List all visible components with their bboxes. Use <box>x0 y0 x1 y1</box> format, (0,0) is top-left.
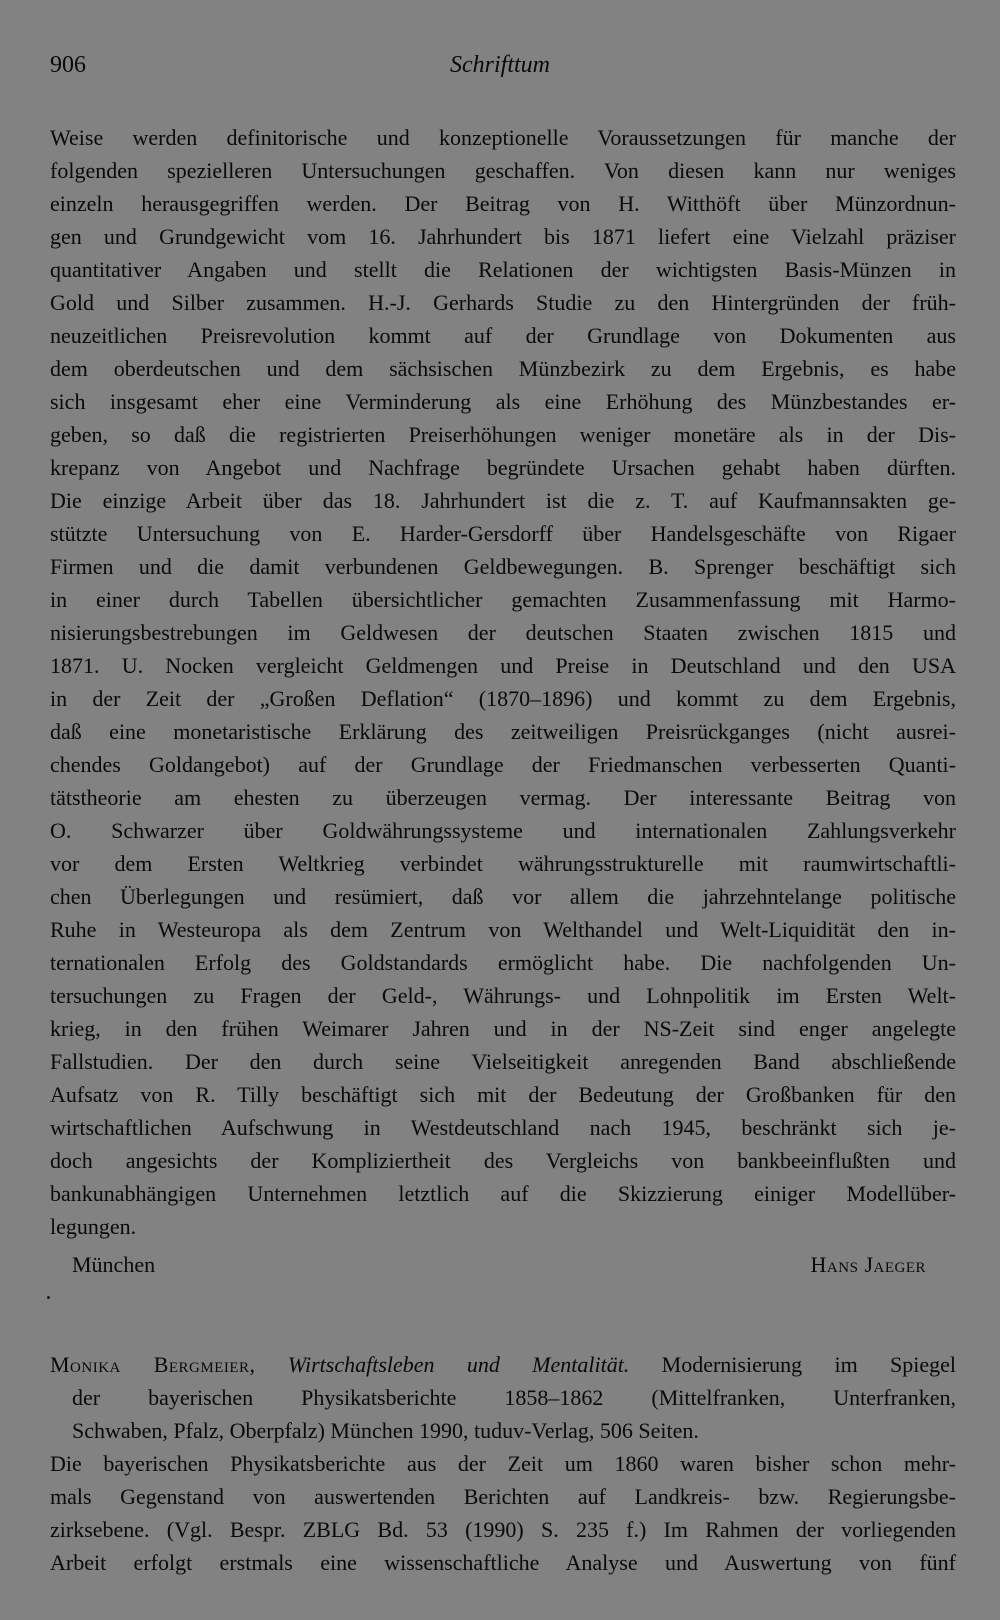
reviewed-title: Wirtschaftsleben und Mentalität. <box>287 1352 630 1377</box>
text-line: krepanz von Angebot und Nachfrage begründete Ursachen gehabt haben dürften. <box>50 455 956 480</box>
text-line: Fallstudien. Der den durch seine Vielseitigkeit anregenden Band abschließende <box>50 1049 956 1074</box>
text-line: chen Überlegungen und resümiert, daß vor allem die jahrzehntelange politische <box>50 884 956 909</box>
text-line: in der Zeit der „Großen Deflation“ (1870–1896) und kommt zu dem Ergebnis, <box>50 686 956 711</box>
text-line: in einer durch Tabellen übersichtlicher gemachten Zusammenfassung mit Harmo- <box>50 587 956 612</box>
text-line: legungen. <box>50 1214 137 1239</box>
text-line: Arbeit erfolgt erstmals eine wissenschaftliche Analyse und Auswertung von fünf <box>50 1550 956 1575</box>
text-line: krieg, in den frühen Weimarer Jahren und in der NS-Zeit sind enger angelegte <box>50 1016 956 1041</box>
text-line: bankunabhängigen Unternehmen letztlich auf die Skizzierung einiger Modellüber- <box>50 1181 956 1206</box>
text-line: Firmen und die damit verbundenen Geldbewegungen. B. Sprenger beschäftigt sich <box>50 554 956 579</box>
signature-author: Hans Jaeger <box>810 1252 926 1277</box>
text-line: Gold und Silber zusammen. H.-J. Gerhards Studie zu den Hintergründen der früh- <box>50 290 956 315</box>
text-line: Weise werden definitorische und konzeptionelle Voraussetzungen für manche der <box>50 125 956 150</box>
text-line: folgenden spezielleren Untersuchungen geschaffen. Von diesen kann nur weniges <box>50 158 956 183</box>
text-line: Die bayerischen Physikatsberichte aus der Zeit um 1860 waren bisher schon mehr- <box>50 1451 956 1476</box>
text-line: Ruhe in Westeuropa als dem Zentrum von Welthandel und Welt-Liquidität den in- <box>50 917 956 942</box>
signature-place: München <box>72 1252 156 1277</box>
text-line: gen und Grundgewicht vom 16. Jahrhundert bis 1871 liefert eine Vielzahl präziser <box>50 224 956 249</box>
text-line: ternationalen Erfolg des Goldstandards ermöglicht habe. Die nachfolgenden Un- <box>50 950 956 975</box>
text-line: einzeln herausgegriffen werden. Der Beitrag von H. Witthöft über Münzordnun- <box>50 191 956 216</box>
text-line: 1871. U. Nocken vergleicht Geldmengen und Preise in Deutschland und den USA <box>50 653 956 678</box>
citation-line: der bayerischen Physikatsberichte 1858–1862 (Mittelfranken, Unterfranken, <box>72 1385 956 1410</box>
text-line: dem oberdeutschen und dem sächsischen Münzbezirk zu dem Ergebnis, es habe <box>50 356 956 381</box>
text-line: tätstheorie am ehesten zu überzeugen vermag. Der interessante Beitrag von <box>50 785 956 810</box>
text-line: mals Gegenstand von auswertenden Berichten auf Landkreis- bzw. Regierungsbe- <box>50 1484 956 1509</box>
text-line: geben, so daß die registrierten Preiserhöhungen weniger monetäre als in der Dis- <box>50 422 956 447</box>
page-number: 906 <box>50 52 86 78</box>
text-line: vor dem Ersten Weltkrieg verbindet währungsstrukturelle mit raumwirtschaftli- <box>50 851 956 876</box>
text-line: Aufsatz von R. Tilly beschäftigt sich mit der Bedeutung der Großbanken für den <box>50 1082 956 1107</box>
text-line: nisierungsbestrebungen im Geldwesen der deutschen Staaten zwischen 1815 und <box>50 620 956 645</box>
citation-subtitle: Modernisierung im Spiegel <box>661 1352 957 1377</box>
reviewed-author: Monika Bergmeier, <box>50 1352 256 1377</box>
stray-mark <box>47 1296 50 1299</box>
text-line: sich insgesamt eher eine Verminderung als eine Erhöhung des Münzbestandes er- <box>50 389 956 414</box>
text-line: zirksebene. (Vgl. Bespr. ZBLG Bd. 53 (1990) S. 235 f.) Im Rahmen der vorliegenden <box>50 1517 956 1542</box>
text-line: chendes Goldangebot) auf der Grundlage der Friedmanschen verbesserten Quanti- <box>50 752 956 777</box>
citation-line: Schwaben, Pfalz, Oberpfalz) München 1990, tuduv-Verlag, 506 Seiten. <box>72 1418 699 1443</box>
running-title: Schrifttum <box>450 52 550 78</box>
text-line: daß eine monetaristische Erklärung des zeitweiligen Preisrückganges (nicht ausrei- <box>50 719 956 744</box>
text-line: wirtschaftlichen Aufschwung in Westdeutschland nach 1945, beschränkt sich je- <box>50 1115 956 1140</box>
text-line: tersuchungen zu Fragen der Geld-, Währungs- und Lohnpolitik im Ersten Welt- <box>50 983 956 1008</box>
text-line: O. Schwarzer über Goldwährungssysteme und internationalen Zahlungsverkehr <box>50 818 956 843</box>
running-head <box>50 52 950 88</box>
text-line: stützte Untersuchung von E. Harder-Gersdorff über Handelsgeschäfte von Rigaer <box>50 521 956 546</box>
text-line: quantitativer Angaben und stellt die Relationen der wichtigsten Basis-Münzen in <box>50 257 956 282</box>
text-line: doch angesichts der Kompliziertheit des Vergleichs von bankbeeinflußten und <box>50 1148 956 1173</box>
text-line: Die einzige Arbeit über das 18. Jahrhundert ist die z. T. auf Kaufmannsakten ge- <box>50 488 956 513</box>
text-line: neuzeitlichen Preisrevolution kommt auf der Grundlage von Dokumenten aus <box>50 323 956 348</box>
citation-line <box>50 1348 956 1381</box>
